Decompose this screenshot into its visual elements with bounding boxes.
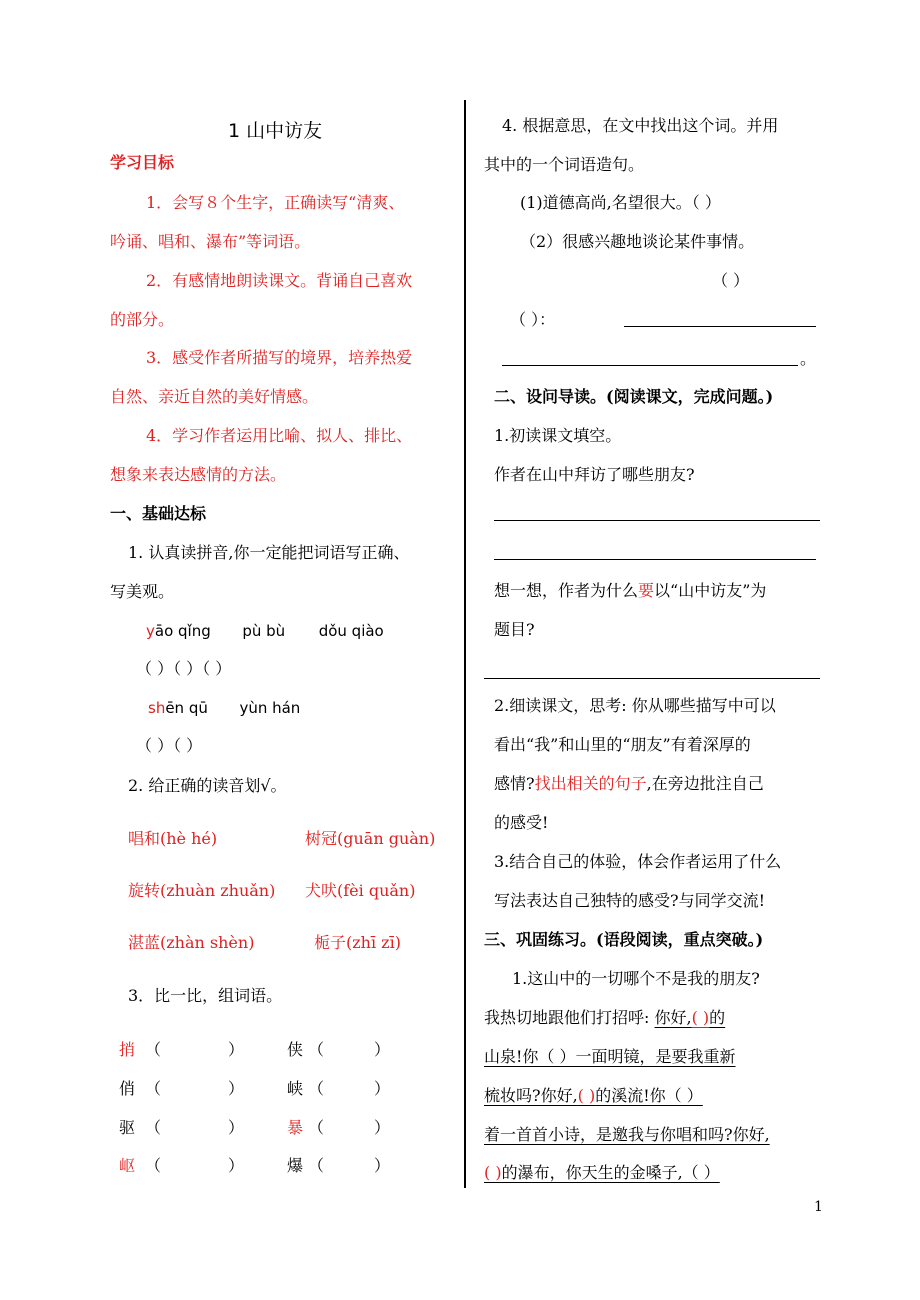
- s2-q2: [494, 774, 764, 794]
- pinyin-highlight: sh: [148, 699, 166, 717]
- s3-line: [484, 1163, 720, 1183]
- s2-q2: 看出“我”和山里的“朋友”有着深厚的: [494, 735, 751, 754]
- q4-answer-parens[interactable]: （ ）: [712, 271, 750, 290]
- section1-heading: 一、基础达标: [110, 504, 207, 523]
- text-span: ,在旁边批注自己: [646, 774, 764, 793]
- pinyin-word: yùn hán: [239, 699, 301, 717]
- answer-parens-row-1[interactable]: （ ）（ ）（ ）: [136, 659, 232, 678]
- goal-line: 自然、亲近自然的美好情感。: [110, 387, 319, 406]
- answer-line[interactable]: [624, 326, 816, 327]
- page-title: 1 山中访友: [228, 120, 323, 142]
- answer-line[interactable]: [502, 365, 798, 366]
- column-divider: [464, 100, 466, 1188]
- goal-line: 3．感受作者所描写的境界，培养热爱: [146, 348, 413, 367]
- text-span: 想一想，作者为什么: [494, 581, 639, 600]
- answer-line[interactable]: [494, 520, 820, 521]
- goal-line: 吟诵、唱和、瀑布”等词语。: [110, 232, 311, 251]
- reading-option[interactable]: 犬吠(fèi quǎn): [305, 881, 416, 900]
- text-span: 感情?: [494, 774, 535, 793]
- goal-line: 想象来表达感情的方法。: [110, 465, 287, 484]
- s2-think: [494, 581, 766, 601]
- blank-red[interactable]: ( ): [691, 1008, 710, 1027]
- q3-text: 3．比一比，组词语。: [128, 986, 283, 1005]
- q2-text: 2. 给正确的读音划√。: [128, 776, 287, 795]
- section2-heading: 二、设问导读。(阅读课文，完成问题。): [494, 387, 774, 406]
- compare-char: 俏: [119, 1079, 136, 1098]
- s2-think: 题目?: [494, 620, 535, 639]
- answer-line[interactable]: [494, 559, 816, 560]
- text-span: 的瀑布，你天生的金嗓子,（ ）: [501, 1163, 720, 1182]
- reading-option[interactable]: 唱和(hè hé): [128, 829, 218, 848]
- s2-q1-prompt: 作者在山中拜访了哪些朋友?: [494, 465, 695, 484]
- paren-open: （: [308, 1118, 325, 1137]
- paren-close: ）: [374, 1040, 391, 1059]
- paren-close: ）: [228, 1118, 245, 1137]
- paren-open: （: [308, 1156, 325, 1175]
- reading-option[interactable]: 栀子(zhī zī): [314, 933, 401, 952]
- paren-open: （: [145, 1118, 162, 1137]
- answer-line[interactable]: [484, 678, 820, 679]
- goal-line: 2．有感情地朗读课文。背诵自己喜欢: [146, 271, 413, 290]
- compare-char: 暴: [287, 1118, 304, 1137]
- q4-item: (1)道德高尚,名望很大。（ ）: [520, 193, 721, 212]
- paren-open: （: [145, 1079, 162, 1098]
- q4-text: 4. 根据意思，在文中找出这个词。并用: [502, 116, 779, 135]
- pinyin-highlight: y: [146, 622, 155, 640]
- paren-close: ）: [374, 1079, 391, 1098]
- s2-q3: 写法表达自己独特的感受?与同学交流!: [494, 891, 766, 910]
- paren-open: （: [145, 1156, 162, 1175]
- paren-close: ）: [228, 1079, 245, 1098]
- goals-heading: 学习目标: [110, 153, 175, 172]
- s2-q1: 1.初读课文填空。: [494, 426, 622, 445]
- paren-close: ）: [228, 1156, 245, 1175]
- text-span: 的溪流!你（ ）: [595, 1086, 703, 1105]
- underlined-span: 你好,: [654, 1008, 692, 1027]
- goal-line: 的部分。: [110, 310, 175, 329]
- reading-option[interactable]: 树冠(guān guàn): [305, 829, 436, 848]
- reading-option[interactable]: 湛蓝(zhàn shèn): [128, 933, 255, 952]
- s3-line: 着一首首小诗，是邀我与你唱和吗?你好,: [484, 1125, 770, 1144]
- q4-item: （2）很感兴趣地谈论某件事情。: [520, 232, 755, 251]
- s2-q2: 的感受!: [494, 813, 549, 832]
- compare-char: 驱: [119, 1118, 136, 1137]
- pinyin-word: dǒu qiào: [318, 622, 384, 640]
- s3-line: 1.这山中的一切哪个不是我的朋友?: [512, 969, 760, 988]
- period: 。: [800, 349, 817, 368]
- paren-open: （: [145, 1040, 162, 1059]
- compare-char: 岖: [119, 1156, 136, 1175]
- text-span: 我热切地跟他们打招呼:: [484, 1008, 655, 1027]
- q4-sentence-label: （ ）：: [510, 310, 556, 329]
- highlight-span: 要: [638, 581, 655, 600]
- compare-char: 捎: [119, 1040, 136, 1059]
- q1-text: 写美观。: [110, 582, 175, 601]
- q4-text: 其中的一个词语造句。: [484, 155, 645, 174]
- paren-close: ）: [228, 1040, 245, 1059]
- compare-char: 爆: [287, 1156, 304, 1175]
- s3-line: [484, 1086, 703, 1106]
- compare-char: 侠: [287, 1040, 304, 1059]
- reading-option[interactable]: 旋转(zhuàn zhuǎn): [128, 881, 276, 900]
- pinyin-word: ēn qū: [165, 699, 208, 717]
- text-span: 以“山中访友”为: [654, 581, 767, 600]
- text-span: 梳妆吗?你好,: [484, 1086, 578, 1105]
- s2-q3: 3.结合自己的体验，体会作者运用了什么: [494, 852, 782, 871]
- paren-close: ）: [374, 1156, 391, 1175]
- s2-q2: 2.细读课文，思考: 你从哪些描写中可以: [494, 696, 776, 715]
- goal-line: 1．会写８个生字，正确读写“清爽、: [146, 193, 405, 212]
- goal-line: 4．学习作者运用比喻、拟人、排比、: [146, 426, 413, 445]
- blank-red[interactable]: ( ): [484, 1163, 502, 1182]
- pinyin-word: āo qǐng: [154, 622, 211, 640]
- s3-line: 山泉!你（ ）一面明镜，是要我重新: [484, 1047, 736, 1066]
- compare-char: 峡: [287, 1079, 304, 1098]
- paren-close: ）: [374, 1118, 391, 1137]
- pinyin-row-2: [148, 699, 300, 717]
- blank-red[interactable]: ( ): [577, 1086, 596, 1105]
- highlight-span: 找出相关的句子: [534, 774, 647, 793]
- paren-open: （: [308, 1040, 325, 1059]
- answer-parens-row-2[interactable]: （ ）（ ）: [136, 736, 203, 755]
- page-number: 1: [814, 1199, 823, 1215]
- section3-heading: 三、巩固练习。(语段阅读，重点突破。): [484, 930, 764, 949]
- q1-text: 1. 认真读拼音,你一定能把词语写正确、: [128, 543, 410, 562]
- paren-open: （: [308, 1079, 325, 1098]
- pinyin-row-1: [146, 622, 384, 640]
- underlined-span: 的: [709, 1008, 726, 1027]
- s3-line: [484, 1008, 725, 1028]
- pinyin-word: pù bù: [242, 622, 286, 640]
